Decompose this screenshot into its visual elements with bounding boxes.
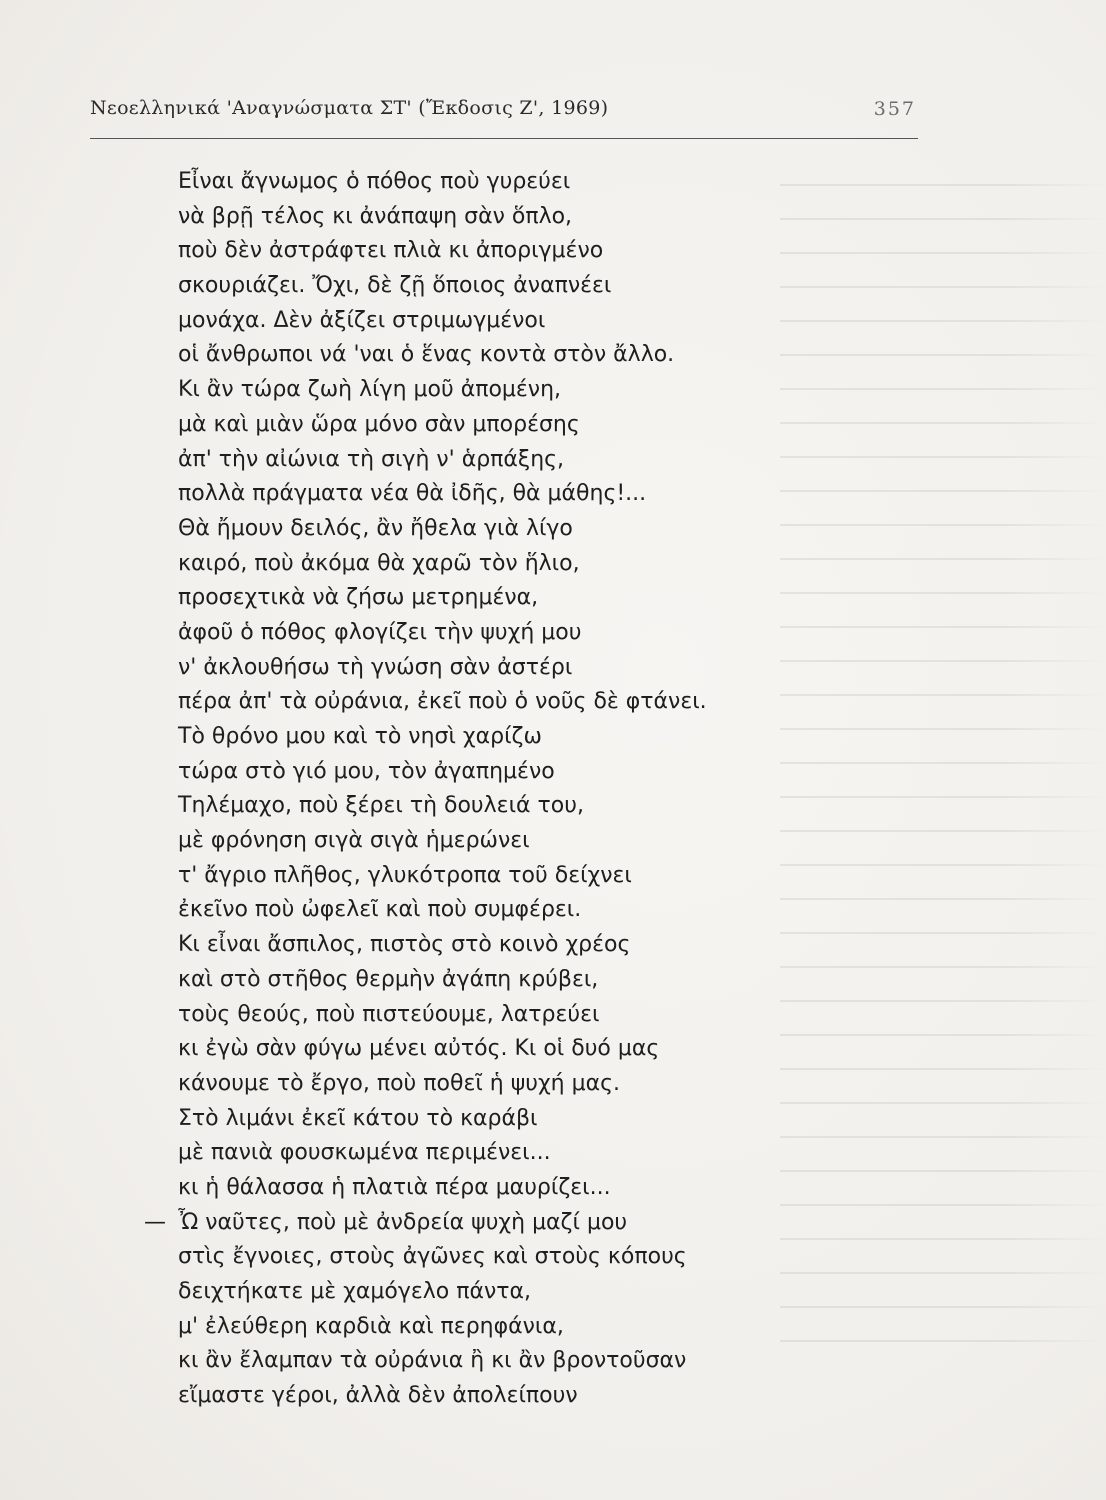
poem-line-text: κάνουμε τὸ ἔργο, ποὺ ποθεῖ ἡ ψυχή μας.: [178, 1070, 620, 1096]
poem-line: [178, 1067, 838, 1102]
page-number: 357: [873, 98, 916, 120]
poem-line: [178, 547, 838, 582]
poem-line: [178, 859, 838, 894]
poem-line: [178, 234, 838, 269]
poem-line-text: Τὸ θρόνο μου καὶ τὸ νησὶ χαρίζω: [178, 724, 542, 749]
poem-line: [178, 443, 838, 478]
poem-line: [178, 998, 838, 1033]
poem-line: [178, 720, 838, 755]
poem-line-text: κι ἐγὼ σὰν φύγω μένει αὐτός. Κι οἱ δυό μας: [178, 1036, 660, 1062]
poem-line: [178, 581, 838, 616]
header-rule: [90, 138, 918, 139]
poem-line-text: καιρό, ποὺ ἀκόμα θὰ χαρῶ τὸν ἥλιο,: [178, 550, 580, 576]
poem-line: [178, 824, 838, 859]
poem-line: [178, 928, 838, 963]
poem-line-text: Εἶναι ἄγνωμος ὁ πόθος ποὺ γυρεύει: [178, 169, 571, 194]
poem-line-text: Κι ἂν τώρα ζωὴ λίγη μοῦ ἀπομένη,: [178, 377, 562, 403]
poem-line-text: καὶ στὸ στῆθος θερμὴν ἀγάπη κρύβει,: [178, 966, 599, 992]
poem-line-text: οἱ ἄνθρωποι νά 'ναι ὁ ἕνας κοντὰ στὸν ἄλλο.: [178, 342, 675, 368]
poem-line: [178, 408, 838, 443]
poem-line: [178, 1171, 838, 1206]
poem-line-text: Ὦ ναῦτες, ποὺ μὲ ἀνδρεία ψυχὴ μαζί μου: [178, 1209, 628, 1235]
poem-line: [178, 512, 838, 547]
poem-line-text: τώρα στὸ γιό μου, τὸν ἀγαπημένο: [178, 758, 555, 784]
poem-line: [178, 1344, 838, 1379]
poem-line: [178, 1032, 838, 1067]
poem-line: [178, 893, 838, 928]
poem-line: [178, 1379, 838, 1414]
poem-line-text: Στὸ λιμάνι ἐκεῖ κάτου τὸ καράβι: [178, 1105, 538, 1131]
poem-line-text: ἐκεῖνο ποὺ ὠφελεῖ καὶ ποὺ συμφέρει.: [178, 897, 582, 923]
running-header-title: Νεοελληνικά 'Αναγνώσματα ΣΤ' (Ἔκδοσις Ζ', 1969): [90, 97, 609, 119]
poem-line-text: στὶς ἔγνοιες, στοὺς ἀγῶνες καὶ στοὺς κόπους: [178, 1244, 687, 1270]
poem-line: [178, 338, 838, 373]
poem-line-text: Τηλέμαχο, ποὺ ξέρει τὴ δουλειά του,: [178, 793, 584, 819]
poem-line: [178, 373, 838, 408]
poem-line: [178, 685, 838, 720]
poem-line-text: μὰ καὶ μιὰν ὥρα μόνο σὰν μπορέσης: [178, 411, 580, 437]
poem-line: [178, 1275, 838, 1310]
poem-line-text: τοὺς θεούς, ποὺ πιστεύουμε, λατρεύει: [178, 1001, 600, 1027]
poem-line: [178, 1240, 838, 1275]
poem-line: [178, 1102, 838, 1137]
poem-line-text: μονάχα. Δὲν ἀξίζει στριμωγμένοι: [178, 307, 546, 333]
poem-line-text: εἴμαστε γέροι, ἀλλὰ δὲν ἀπολείπουν: [178, 1383, 578, 1409]
poem-line: [178, 477, 838, 512]
poem-line: [178, 269, 838, 304]
poem-line-text: προσεχτικὰ νὰ ζήσω μετρημένα,: [178, 585, 539, 611]
poem-line-text: τ' ἄγριο πλῆθος, γλυκότροπα τοῦ δείχνει: [178, 862, 632, 888]
poem-line-text: μὲ πανιὰ φουσκωμένα περιμένει...: [178, 1140, 551, 1166]
poem-line: [178, 165, 838, 200]
poem-line-text: πολλὰ πράγματα νέα θὰ ἰδῆς, θὰ μάθης!...: [178, 481, 647, 507]
poem-line: [178, 789, 838, 824]
poem-line-text: πέρα ἀπ' τὰ οὐράνια, ἐκεῖ ποὺ ὁ νοῦς δὲ φτάνει.: [178, 689, 707, 715]
poem-line: [178, 651, 838, 686]
poem-line: [178, 755, 838, 790]
poem-text: [144, 165, 838, 1414]
poem-line-text: Θὰ ἤμουν δειλός, ἂν ἤθελα γιὰ λίγο: [178, 515, 573, 541]
poem-line: [178, 304, 838, 339]
poem-line: [178, 200, 838, 235]
poem-line: [178, 963, 838, 998]
poem-line-text: μὲ φρόνηση σιγὰ σιγὰ ἡμερώνει: [178, 828, 530, 854]
poem-line-text: Κι εἶναι ἄσπιλος, πιστὸς στὸ κοινὸ χρέος: [178, 932, 631, 958]
poem-line-text: δειχτήκατε μὲ χαμόγελο πάντα,: [178, 1279, 531, 1304]
poem-line-text: ἀφοῦ ὁ πόθος φλογίζει τὴν ψυχή μου: [178, 619, 582, 645]
poem-line-text: κι ἡ θάλασσα ἡ πλατιὰ πέρα μαυρίζει...: [178, 1174, 611, 1200]
poem-line: [178, 1136, 838, 1171]
poem-line-text: σκουριάζει. Ὄχι, δὲ ζῇ ὅποιος ἀναπνέει: [178, 273, 612, 299]
poem-line-text: κι ἂν ἔλαμπαν τὰ οὐράνια ἢ κι ἂν βροντοῦσαν: [178, 1348, 687, 1374]
poem-line-text: μ' ἐλεύθερη καρδιὰ καὶ περηφάνια,: [178, 1313, 564, 1339]
poem-line-text: νὰ βρῇ τέλος κι ἀνάπαψη σὰν ὅπλο,: [178, 203, 573, 229]
poem-line: [178, 1310, 838, 1345]
poem-line: [144, 1206, 838, 1241]
poem-line: [178, 616, 838, 651]
poem-line-text: ν' ἀκλουθήσω τὴ γνώση σὰν ἀστέρι: [178, 654, 573, 680]
poem-line-text: ποὺ δὲν ἀστράφτει πλιὰ κι ἀποριγμένο: [178, 238, 604, 264]
poem-line-text: ἀπ' τὴν αἰώνια τὴ σιγὴ ν' ἁρπάξης,: [178, 446, 565, 472]
dialogue-dash: —: [144, 1209, 166, 1235]
